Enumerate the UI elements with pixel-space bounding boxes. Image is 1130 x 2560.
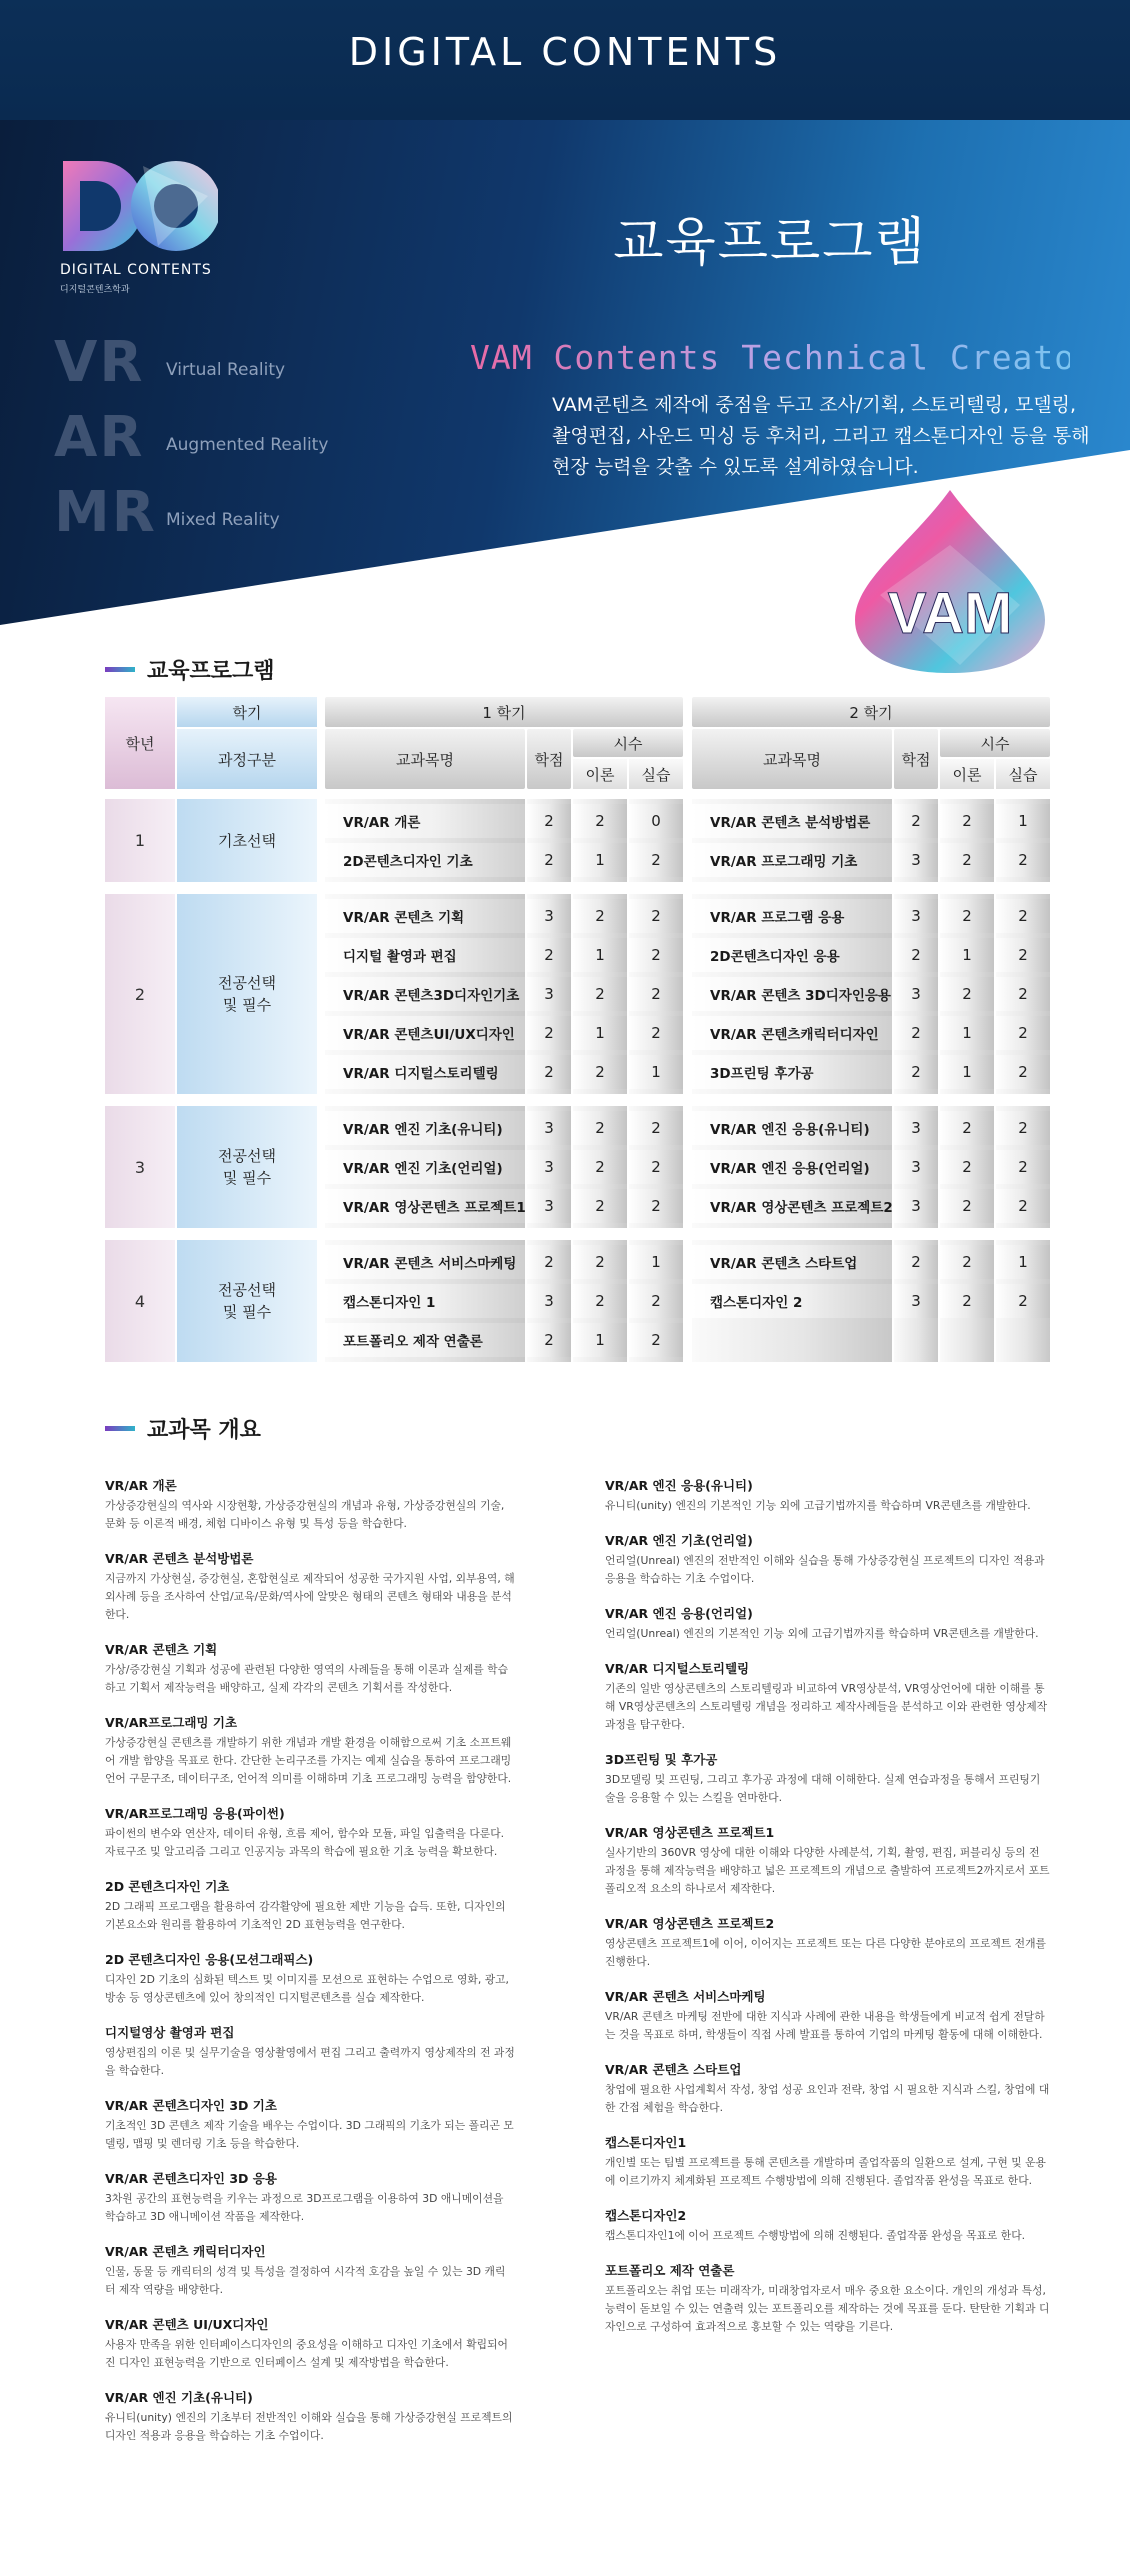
course-name: VR/AR 콘텐츠캐릭터디자인: [692, 1016, 892, 1050]
course-overview-item: [605, 1659, 1050, 1734]
reality-abbr: VR: [54, 330, 145, 395]
course-overview-item: [105, 2023, 515, 2080]
course-overview-name: VR/AR 콘텐츠 캐릭터디자인: [105, 2244, 266, 2259]
course-practice: 2: [629, 1016, 683, 1050]
hero-section: [0, 120, 1130, 680]
course-overview-item: [605, 1823, 1050, 1898]
course-theory: 2: [940, 843, 994, 877]
course-practice: 2: [629, 1150, 683, 1184]
course-practice: 2: [996, 1284, 1050, 1318]
logo-name: DIGITAL CONTENTS: [60, 262, 212, 278]
course-overview-desc: 3D모델링 및 프린팅, 그리고 후가공 과정에 대해 이해한다. 실제 연습과정을 통해서 프린팅기술을 응용할 수 있는 스킬을 연마한다.: [605, 1773, 1041, 1804]
course-name: VR/AR 엔진 응용(언리얼): [692, 1150, 892, 1184]
course-practice: 2: [629, 1284, 683, 1318]
course-overview-name: VR/AR 콘텐츠디자인 3D 기초: [105, 2098, 277, 2113]
course-overview-name: 2D 콘텐츠디자인 응용(모션그래픽스): [105, 1952, 314, 1967]
course-overview-desc: VR/AR 콘텐츠 마케팅 전반에 대한 지식과 사례에 관한 내용을 학생들에게 비교적 쉽게 전달하는 것을 목표로 하며, 학생들이 직접 사례 발표를 통하여 기업의 마케팅 활동에 대해 이해한다.: [605, 2010, 1045, 2041]
course-practice: 2: [629, 977, 683, 1011]
course-overview-desc: 영상편집의 이론 및 실무기술을 영상촬영에서 편집 그리고 출력까지 영상제작의 전 과정을 학습한다.: [105, 2046, 515, 2077]
course-overview-desc: 기존의 일반 영상콘텐츠의 스토리텔링과 비교하여 VR영상분석, VR영상언어에 대한 이해를 통해 VR영상콘텐츠의 스토리텔링 개념을 정리하고 제작사례들을 분석하고 이와 관련한 영상제작 과정을 탐구한다.: [605, 1682, 1048, 1731]
title-accent-bar: [105, 1426, 135, 1431]
reality-fullname: Mixed Reality: [166, 510, 280, 530]
course-overview-desc: 실사기반의 360VR 영상에 대한 이해와 다양한 사례분석, 기획, 촬영, 편집, 퍼블리싱 등의 전 과정을 통해 제작능력을 배양하고 넓은 프로젝트의 개념으로 출발하여 프로젝트2까지로서 포트폴리오적 요소의 하나로서 제작한다.: [605, 1846, 1050, 1895]
course-overview-desc: 가상/증강현실 기획과 성공에 관련된 다양한 영역의 사례들을 통해 이론과 실제를 학습하고 기획서 제작능력을 배양하고, 실제 각각의 콘텐츠 기획서를 작성한다.: [105, 1663, 508, 1694]
category-cell: 전공선택 및 필수: [177, 1240, 317, 1362]
course-practice: 2: [629, 843, 683, 877]
course-credit: 3: [894, 1111, 938, 1145]
course-credit: 2: [527, 938, 571, 972]
course-theory: 2: [573, 899, 627, 933]
course-overview-desc: 사용자 만족을 위한 인터페이스디자인의 중요성을 이해하고 디자인 기초에서 확립되어진 디자인 표현능력을 기반으로 인터페이스 설계 및 제작방법을 학습한다.: [105, 2338, 508, 2369]
course-theory: 2: [940, 1111, 994, 1145]
course-theory: 2: [573, 977, 627, 1011]
course-name: VR/AR 엔진 기초(언리얼): [325, 1150, 525, 1184]
course-overview-name: VR/AR 콘텐츠 서비스마케팅: [605, 1989, 766, 2004]
course-theory: 1: [573, 938, 627, 972]
course-credit: 3: [527, 1111, 571, 1145]
category-cell: 전공선택 및 필수: [177, 1106, 317, 1228]
course-overview-desc: 유니티(unity) 엔진의 기본적인 기능 외에 고급기법까지를 학습하며 VR콘텐츠를 개발한다.: [605, 1499, 1031, 1512]
course-overview-item: [105, 1640, 515, 1697]
course-name: VR/AR 영상콘텐츠 프로젝트2: [692, 1189, 892, 1223]
course-credit: 2: [894, 938, 938, 972]
header-credit: 학점: [894, 729, 938, 789]
course-overview-item: [605, 2060, 1050, 2117]
course-theory: 2: [573, 1055, 627, 1089]
overview-title-text: 교과목 개요: [147, 1418, 261, 1443]
course-name: VR/AR 프로그램 응용: [692, 899, 892, 933]
course-theory: 2: [940, 899, 994, 933]
course-overview-desc: 유니티(unity) 엔진의 기초부터 전반적인 이해와 실습을 통해 가상증강현실 프로젝트의 디자인 적용과 응용을 학습하는 기초 수업이다.: [105, 2411, 513, 2442]
course-credit: 2: [527, 1016, 571, 1050]
program-title: 교육프로그램: [613, 213, 927, 273]
header-course-name: 교과목명: [692, 729, 892, 789]
course-practice: 2: [996, 977, 1050, 1011]
course-overview-name: VR/AR 콘텐츠 기획: [105, 1642, 218, 1657]
course-theory: 2: [940, 1245, 994, 1279]
course-overview-desc: 가상증강현실 콘텐츠를 개발하기 위한 개념과 개발 환경을 이해함으로써 기초 소프트웨어 개발 함양을 목표로 한다. 간단한 논리구조를 가지는 예제 실습을 통하여 프로그래밍 언어 구문구조, 데이터구조, 언어적 의미를 이해하며 기초 프로그래밍 능력을 함양한다.: [105, 1736, 512, 1785]
course-overview-name: VR/AR 콘텐츠 UI/UX디자인: [105, 2317, 269, 2332]
course-name: VR/AR 콘텐츠 스타트업: [692, 1245, 892, 1279]
course-practice: 1: [629, 1245, 683, 1279]
reality-item-vr: [54, 330, 394, 405]
course-overview-desc: 지금까지 가상현실, 증강현실, 혼합현실로 제작되어 성공한 국가지원 사업, 외부용역, 해외사례 등을 조사하여 산업/교육/문화/역사에 알맞은 형태의 콘텐츠 형태와 내용을 분석한다.: [105, 1572, 515, 1621]
course-credit: 2: [894, 1016, 938, 1050]
course-name: 2D콘텐츠디자인 응용: [692, 938, 892, 972]
course-overview-item: [105, 2388, 515, 2445]
course-overview-desc: 영상콘텐츠 프로젝트1에 이어, 이어지는 프로젝트 또는 다른 다양한 분야로의 프로젝트 전개를 진행한다.: [605, 1937, 1046, 1968]
header-credit: 학점: [527, 729, 571, 789]
title-accent-bar: [105, 667, 135, 672]
header-practice: 실습: [996, 759, 1050, 789]
course-name: VR/AR 콘텐츠UI/UX디자인: [325, 1016, 525, 1050]
course-overview-item: [105, 1476, 515, 1533]
course-practice: 1: [996, 1245, 1050, 1279]
course-overview-name: VR/AR 엔진 기초(언리얼): [605, 1533, 753, 1548]
course-credit: 2: [527, 1245, 571, 1279]
course-overview-item: [605, 2133, 1050, 2190]
brand-title: DIGITAL CONTENTS: [348, 30, 782, 74]
course-credit: 2: [894, 1055, 938, 1089]
reality-abbr: AR: [54, 405, 145, 470]
course-credit: 3: [527, 1284, 571, 1318]
course-overview-name: VR/AR 엔진 응용(언리얼): [605, 1606, 753, 1621]
course-overview-name: 3D프린팅 및 후가공: [605, 1752, 718, 1767]
course-credit: 3: [894, 899, 938, 933]
course-overview-item: [105, 2242, 515, 2299]
course-theory: 1: [573, 1016, 627, 1050]
course-theory: 1: [940, 938, 994, 972]
reality-list: [54, 330, 394, 555]
course-practice: 2: [629, 1323, 683, 1357]
course-practice: 2: [996, 843, 1050, 877]
course-theory: 2: [940, 1150, 994, 1184]
course-name: 캡스톤디자인 1: [325, 1284, 525, 1318]
course-overview-item: [605, 2261, 1050, 2336]
course-overview-desc: 디자인 2D 기초의 심화된 텍스트 및 이미지를 모션으로 표현하는 수업으로 영화, 광고, 방송 등 영상콘텐츠에 있어 창의적인 디지털콘텐츠를 실습 제작한다.: [105, 1973, 509, 2004]
course-overview-name: VR/AR 개론: [105, 1478, 177, 1493]
course-name: VR/AR 콘텐츠 서비스마케팅: [325, 1245, 525, 1279]
course-theory: 1: [573, 1323, 627, 1357]
course-overview-desc: 기초적인 3D 콘텐츠 제작 기술을 배우는 수업이다. 3D 그래픽의 기초가 되는 폴리곤 모델링, 맵핑 및 렌더링 기초 등을 학습한다.: [105, 2119, 514, 2150]
course-overview-desc: 캡스톤디자인1에 이어 프로젝트 수행방법에 의해 진행된다. 졸업작품 완성을 목표로 한다.: [605, 2229, 1026, 2242]
grade-cell: 1: [105, 799, 175, 882]
course-overview-desc: 파이썬의 변수와 연산자, 데이터 유형, 흐름 제어, 함수와 모듈, 파일 입출력을 다룬다. 자료구조 및 알고리즘 그리고 인공지능 과목의 학습에 필요한 기초 능력을 확보한다.: [105, 1827, 505, 1858]
grade-cell: 2: [105, 894, 175, 1094]
course-practice: 0: [629, 804, 683, 838]
course-overview-item: [105, 2169, 515, 2226]
course-credit: 3: [527, 899, 571, 933]
course-credit: 3: [894, 843, 938, 877]
course-overview-item: [105, 1713, 515, 1788]
course-overview-name: 디지털영상 촬영과 편집: [105, 2025, 235, 2040]
overview-left-column: [105, 1476, 515, 2461]
header-category: 과정구분: [177, 729, 317, 789]
course-overview-name: VR/AR프로그래밍 응용(파이썬): [105, 1806, 285, 1821]
course-name: VR/AR 콘텐츠 3D디자인응용: [692, 977, 892, 1011]
category-cell: 기초선택: [177, 799, 317, 882]
course-overview-name: VR/AR 엔진 응용(유니티): [605, 1478, 753, 1493]
overview-right-column: [605, 1476, 1050, 2352]
course-theory: 2: [940, 977, 994, 1011]
course-overview-item: [105, 2096, 515, 2153]
course-name: VR/AR 프로그래밍 기초: [692, 843, 892, 877]
header-hours: 시수: [573, 729, 683, 757]
course-overview-item: [105, 1950, 515, 2007]
vam-drop-logo: [840, 485, 1060, 675]
department-logo: [58, 156, 228, 296]
course-practice: 1: [996, 804, 1050, 838]
course-overview-desc: 인물, 동물 등 캐릭터의 성격 및 특성을 결정하여 시각적 호감을 높일 수 있는 3D 캐릭터 제작 역량을 배양한다.: [105, 2265, 506, 2296]
course-overview-name: VR/AR프로그래밍 기초: [105, 1715, 238, 1730]
logo-subtitle: 디지털콘텐츠학과: [60, 285, 130, 295]
course-practice: 2: [996, 1150, 1050, 1184]
course-overview-item: [605, 1914, 1050, 1971]
course-theory: 1: [573, 843, 627, 877]
course-overview-item: [105, 1877, 515, 1934]
vam-logo-text: VAM: [887, 581, 1013, 646]
course-practice: 1: [629, 1055, 683, 1089]
course-overview-name: VR/AR 영상콘텐츠 프로젝트1: [605, 1825, 775, 1840]
curriculum-table: [105, 697, 1050, 1357]
course-overview-item: [605, 1750, 1050, 1807]
course-overview-desc: 2D 그래픽 프로그램을 활용하여 감각활양에 필요한 제반 기능을 습득. 또한, 디자인의 기본요소와 원리를 활용하여 기초적인 2D 표현능력을 연구한다.: [105, 1900, 506, 1931]
course-overview-item: [605, 1476, 1050, 1515]
course-overview-name: 캡스톤디자인1: [605, 2135, 687, 2150]
course-credit: 3: [894, 1150, 938, 1184]
course-overview-name: VR/AR 영상콘텐츠 프로젝트2: [605, 1916, 775, 1931]
course-credit: 2: [894, 1245, 938, 1279]
vam-headline: VAM Contents Technical Creator: [470, 338, 1097, 377]
header-semester: 학기: [177, 697, 317, 727]
course-name: VR/AR 디지털스토리텔링: [325, 1055, 525, 1089]
grade-cell: 3: [105, 1106, 175, 1228]
course-theory: 1: [940, 1055, 994, 1089]
course-credit: 3: [894, 977, 938, 1011]
course-overview-name: VR/AR 엔진 기초(유니티): [105, 2390, 253, 2405]
course-theory: 2: [573, 1150, 627, 1184]
category-cell: 전공선택 및 필수: [177, 894, 317, 1094]
course-overview-item: [605, 1604, 1050, 1643]
course-theory: 2: [940, 1189, 994, 1223]
do-logo-icon: [58, 156, 218, 256]
course-practice: 2: [996, 1055, 1050, 1089]
header-grade: 학년: [105, 697, 175, 789]
course-overview-name: 포트폴리오 제작 연출론: [605, 2263, 735, 2278]
course-overview-name: VR/AR 디지털스토리텔링: [605, 1661, 750, 1676]
curriculum-section-title: [105, 654, 275, 685]
course-theory: 2: [573, 804, 627, 838]
course-credit: 2: [894, 804, 938, 838]
course-credit: 3: [527, 1189, 571, 1223]
course-overview-item: [105, 1549, 515, 1624]
course-overview-item: [605, 1987, 1050, 2044]
course-name: VR/AR 콘텐츠 분석방법론: [692, 804, 892, 838]
course-credit: 2: [527, 843, 571, 877]
course-credit: 3: [894, 1189, 938, 1223]
course-overview-name: VR/AR 콘텐츠 스타트업: [605, 2062, 742, 2077]
header-theory: 이론: [940, 759, 994, 789]
vam-description: VAM콘텐츠 제작에 중점을 두고 조사/기획, 스토리텔링, 모델링, 촬영편집, 사운드 믹싱 등 후처리, 그리고 캡스톤디자인 등을 통해 현장 능력을 갖출 수 있도록 설계하였습니다.: [552, 394, 1090, 478]
course-name: VR/AR 엔진 기초(유니티): [325, 1111, 525, 1145]
course-theory: 2: [573, 1111, 627, 1145]
course-practice: 2: [996, 1016, 1050, 1050]
course-theory: 2: [573, 1284, 627, 1318]
course-theory: 1: [940, 1016, 994, 1050]
course-overview-name: 2D 콘텐츠디자인 기초: [105, 1879, 230, 1894]
course-practice: 2: [629, 899, 683, 933]
reality-item-ar: [54, 405, 394, 480]
course-name: 3D프린팅 후가공: [692, 1055, 892, 1089]
course-name: VR/AR 엔진 응용(유니티): [692, 1111, 892, 1145]
course-practice: 2: [629, 1189, 683, 1223]
course-overview-desc: 언리얼(Unreal) 엔진의 기본적인 기능 외에 고급기법까지를 학습하며 VR콘텐츠를 개발한다.: [605, 1627, 1039, 1640]
header-hours: 시수: [940, 729, 1050, 757]
course-overview-name: VR/AR 콘텐츠 분석방법론: [105, 1551, 254, 1566]
course-overview-name: VR/AR 콘텐츠디자인 3D 응용: [105, 2171, 277, 2186]
course-practice: 2: [629, 1111, 683, 1145]
course-overview-desc: 언리얼(Unreal) 엔진의 전반적인 이해와 실습을 통해 가상증강현실 프로젝트의 디자인 적용과 응용을 학습하는 기초 수업이다.: [605, 1554, 1045, 1585]
course-practice: 2: [996, 1111, 1050, 1145]
course-name: VR/AR 영상콘텐츠 프로젝트1: [325, 1189, 525, 1223]
overview-section-title: [105, 1413, 261, 1444]
course-overview-item: [605, 2206, 1050, 2245]
grade-cell: 4: [105, 1240, 175, 1362]
header-theory: 이론: [573, 759, 627, 789]
header-sem2: 2 학기: [692, 697, 1050, 727]
course-name: 캡스톤디자인 2: [692, 1284, 892, 1318]
course-overview-desc: 창업에 필요한 사업계획서 작성, 창업 성공 요인과 전략, 창업 시 필요한 지식과 스킬, 창업에 대한 간접 체험을 학습한다.: [605, 2083, 1050, 2114]
course-practice: 2: [996, 1189, 1050, 1223]
course-overview-name: 캡스톤디자인2: [605, 2208, 687, 2223]
course-name: VR/AR 콘텐츠3D디자인기초: [325, 977, 525, 1011]
course-overview-item: [105, 1804, 515, 1861]
reality-item-mr: [54, 480, 394, 555]
course-credit: 3: [527, 977, 571, 1011]
reality-abbr: MR: [54, 480, 157, 545]
course-name: VR/AR 콘텐츠 기획: [325, 899, 525, 933]
course-overview-desc: 가상증강현실의 역사와 시장현황, 가상증강현실의 개념과 유형, 가상증강현실의 기술, 문화 등 이론적 배경, 체험 디바이스 유형 및 특성 등을 학습한다.: [105, 1499, 505, 1530]
header-sem1: 1 학기: [325, 697, 683, 727]
course-credit: 3: [894, 1284, 938, 1318]
course-practice: 2: [996, 899, 1050, 933]
reality-fullname: Augmented Reality: [166, 435, 329, 455]
course-theory: 2: [940, 804, 994, 838]
course-theory: 2: [940, 1284, 994, 1318]
course-credit: 3: [527, 1150, 571, 1184]
curriculum-title-text: 교육프로그램: [147, 659, 275, 684]
course-overview-desc: 3차원 공간의 표현능력을 키우는 과정으로 3D프로그램을 이용하여 3D 애니메이션을 학습하고 3D 애니메이션 작품을 제작한다.: [105, 2192, 504, 2223]
course-overview-desc: 개인별 또는 팀별 프로젝트를 통해 콘텐츠를 개발하며 졸업작품의 일환으로 설계, 구현 및 운용에 이르기까지 체계화된 프로젝트 수행방법에 의해 진행된다. 졸업작품 완성을 목표로 한다.: [605, 2156, 1046, 2187]
course-name: 포트폴리오 제작 연출론: [325, 1323, 525, 1357]
course-overview-desc: 포트폴리오는 취업 또는 미래작가, 미래창업자로서 매우 중요한 요소이다. 개인의 개성과 특성, 능력이 돋보일 수 있는 연출력 있는 포트폴리오를 제작하는 것에 목표를 둔다. 탄탄한 기획과 디자인으로 구성하여 효과적으로 홍보할 수 있는 역량을 기른다.: [605, 2284, 1050, 2333]
course-practice: 2: [629, 938, 683, 972]
reality-fullname: Virtual Reality: [166, 360, 286, 380]
course-credit: 2: [527, 804, 571, 838]
top-banner: [0, 0, 1130, 120]
header-course-name: 교과목명: [325, 729, 525, 789]
course-practice: 2: [996, 938, 1050, 972]
course-credit: 2: [527, 1055, 571, 1089]
header-practice: 실습: [629, 759, 683, 789]
course-name: VR/AR 개론: [325, 804, 525, 838]
course-name: 디지털 촬영과 편집: [325, 938, 525, 972]
course-theory: 2: [573, 1245, 627, 1279]
course-overview-item: [105, 2315, 515, 2372]
course-overview-item: [605, 1531, 1050, 1588]
course-credit: 2: [527, 1323, 571, 1357]
course-theory: 2: [573, 1189, 627, 1223]
course-name: 2D콘텐츠디자인 기초: [325, 843, 525, 877]
